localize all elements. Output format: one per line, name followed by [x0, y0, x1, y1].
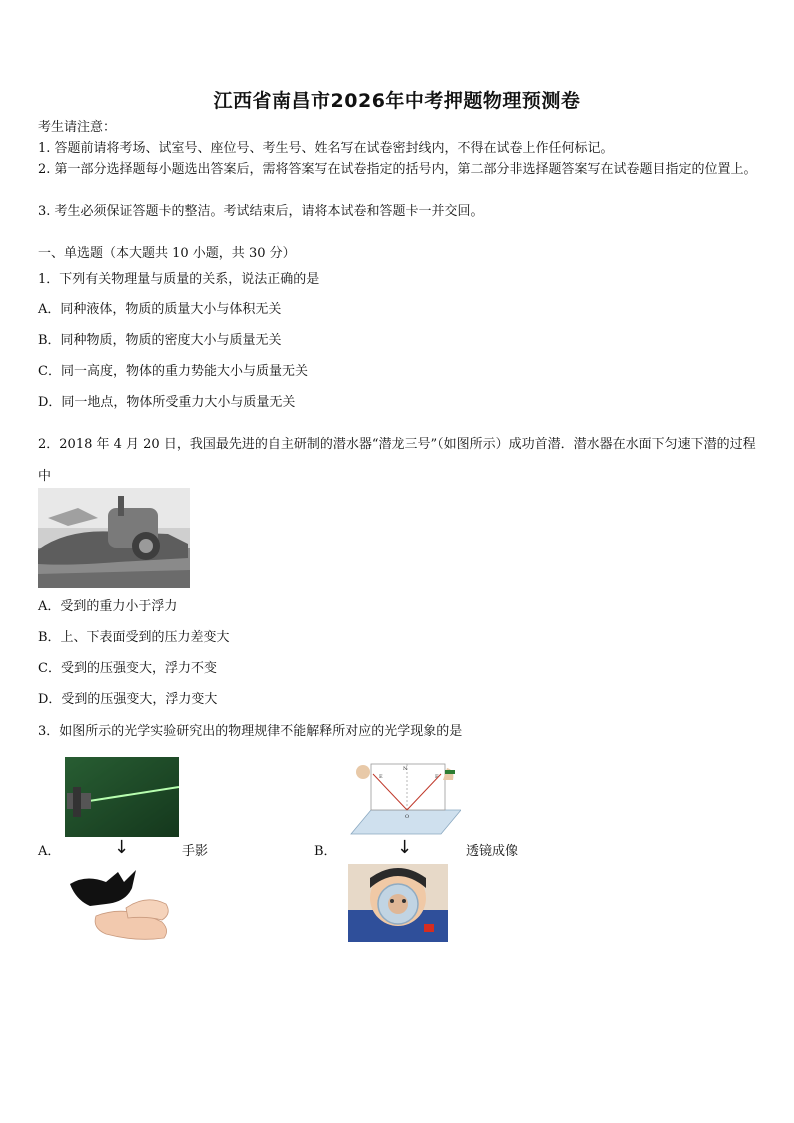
svg-text:E: E: [379, 774, 383, 780]
q3-option-a-letter: A．: [38, 844, 61, 859]
svg-text:N: N: [403, 766, 408, 772]
q2-option-b: B．上、下表面受到的压力差变大: [38, 630, 230, 645]
arrow-down-icon: ↓: [397, 837, 413, 858]
water-lens-picture: [348, 864, 448, 942]
svg-text:F: F: [435, 774, 439, 780]
hand-shadow-picture: [66, 864, 174, 942]
q2-stem: 2．2018 年 4 月 20 日，我国最先进的自主研制的潜水器“潜龙三号”（如图所示）成功首潜．潜水器在水面下匀速下潜的过程中: [38, 437, 756, 484]
arrow-down-icon: ↓: [114, 837, 130, 858]
svg-text:O: O: [405, 814, 410, 820]
notice-item-2: 2. 第一部分选择题每小题选出答案后，需将答案写在试卷指定的括号内，第二部分非选择题答案写在试卷题目指定的位置上。: [38, 162, 757, 177]
q3-stem: 3．如图所示的光学实验研究出的物理规律不能解释所对应的光学现象的是: [38, 724, 463, 739]
q3-option-b-label: 透镜成像: [466, 844, 519, 859]
q1-stem: 1．下列有关物理量与质量的关系，说法正确的是: [38, 272, 320, 287]
q2-option-a: A．受到的重力小于浮力: [38, 599, 178, 614]
submarine-photo: [38, 488, 190, 588]
q1-option-a: A．同种液体，物质的质量大小与体积无关: [38, 302, 282, 317]
notice-item-3: 3. 考生必须保证答题卡的整洁。考试结束后，请将本试卷和答题卡一并交回。: [38, 204, 484, 219]
reflection-diagram: [343, 758, 461, 836]
notice-heading: 考生请注意：: [38, 120, 117, 135]
q1-option-b: B．同种物质，物质的密度大小与质量无关: [38, 333, 282, 348]
q1-option-c: C．同一高度，物体的重力势能大小与质量无关: [38, 364, 308, 379]
laser-beam-photo: [65, 757, 179, 837]
page-title: 江西省南昌市2026年中考押题物理预测卷: [213, 90, 581, 112]
q3-option-a-label: 手影: [182, 844, 209, 859]
q3-option-b-letter: B．: [314, 844, 337, 859]
section-heading: 一、单选题（本大题共 10 小题，共 30 分）: [38, 246, 296, 261]
q2-option-c: C．受到的压强变大，浮力不变: [38, 661, 217, 676]
notice-item-1: 1. 答题前请将考场、试室号、座位号、考生号、姓名写在试卷密封线内，不得在试卷上作任何标记。: [38, 141, 614, 156]
q2-option-d: D．受到的压强变大，浮力变大: [38, 692, 218, 707]
q1-option-d: D．同一地点，物体所受重力大小与质量无关: [38, 395, 296, 410]
